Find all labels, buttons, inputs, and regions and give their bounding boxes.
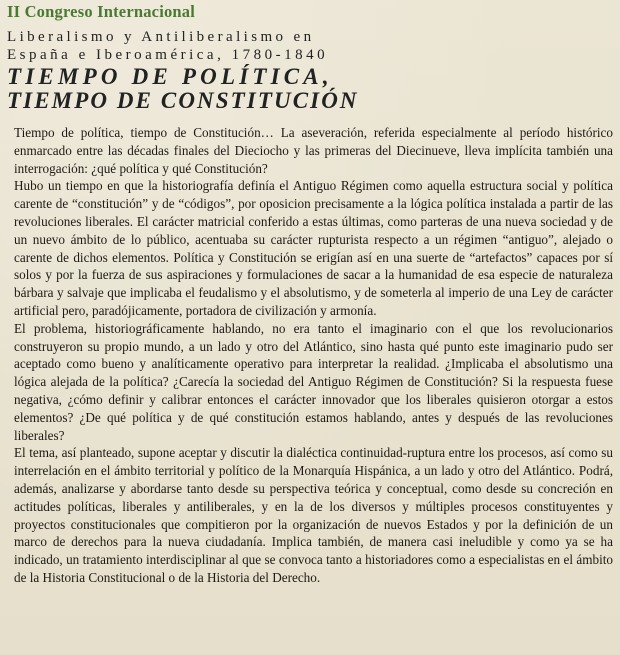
congress-label: II Congreso Internacional (7, 2, 196, 21)
paragraph: Tiempo de política, tiempo de Constitución… La aseveración, referida especialmente al período histórico enmarcado entre las décadas finales del Dieciocho y las primeras del Diecinueve, lleva implícita también una interrogación: ¿qué política y qué Constitución? (14, 125, 613, 176)
main-title-line-2: TIEMPO DE CONSTITUCIÓN (7, 88, 359, 113)
subtitle-line-1: Liberalismo y Antiliberalismo en (7, 29, 315, 45)
body-text (14, 124, 613, 587)
paragraph: Hubo un tiempo en que la historiografía definía el Antiguo Régimen como aquella estructura social y política carente de “constitución” y de “códigos”, por oposicion precisamente a la lógica política instalada a partir de las revoluciones liberales. El carácter matricial conferido a estas últimas, como parteras de una nueva sociedad y de un nuevo ámbito de lo público, acentuaba su carácter rupturista respecto a un régimen “antiguo”, alejado o carente de dichos elementos. Política y Constitución se erigían así en una suerte de “artefactos” capaces por sí solos y por la fuerza de sus aspiraciones y formulaciones de sacar a la humanidad de esa especie de naturaleza bárbara y salvaje que implicaba el feudalismo y el absolutismo, y de someterla al imperio de una Ley de carácter artificial pero, paradójicamente, portadora de civilización y armonía. (14, 178, 613, 318)
subtitle-line-2: España e Iberoamérica, 1780-1840 (7, 47, 329, 63)
paragraph: El problema, historiográficamente hablando, no era tanto el imaginario con el que los revolucionarios construyeron su propio mundo, a un lado y otro del Atlántico, sino hasta qué punto este imaginario pudo ser aceptado como bueno y analíticamente operativo para interpretar la realidad. ¿Implicaba el absolutismo una lógica alejada de la política? ¿Carecía la sociedad del Antiguo Régimen de Constitución? Si la respuesta fuese negativa, ¿cómo definir y calibrar entonces el carácter innovador que los liberales quisieron otorgar a estos elementos? ¿De qué política y de qué constitución estamos hablando, antes y después de las revoluciones liberales? (14, 320, 613, 443)
document-header (7, 2, 612, 120)
main-title-line-1: TIEMPO DE POLÍTICA, (7, 64, 333, 89)
paragraph: El tema, así planteado, supone aceptar y discutir la dialéctica continuidad-ruptura entre los procesos, así como su interrelación en el ámbito territorial y político de la Monarquía Hispánica, a un lado y otro del Atlántico. Podrá, además, analizarse y abordarse tanto desde su perspectiva teórica y conceptual, como desde su concreción en actitudes políticas, liberales y antiliberales, y en la de los diversos y múltiples procesos constituyentes y proyectos constitucionales que compitieron por la organización de nuevos Estados y por la definición de un marco de derechos para la nueva ciudadanía. Implica también, de manera casi ineludible y como ya se ha indicado, un tratamiento interdisciplinar al que se convoca tanto a historiadores como a especialistas en el ámbito de la Historia Constitucional o de la Historia del Derecho. (14, 445, 613, 585)
